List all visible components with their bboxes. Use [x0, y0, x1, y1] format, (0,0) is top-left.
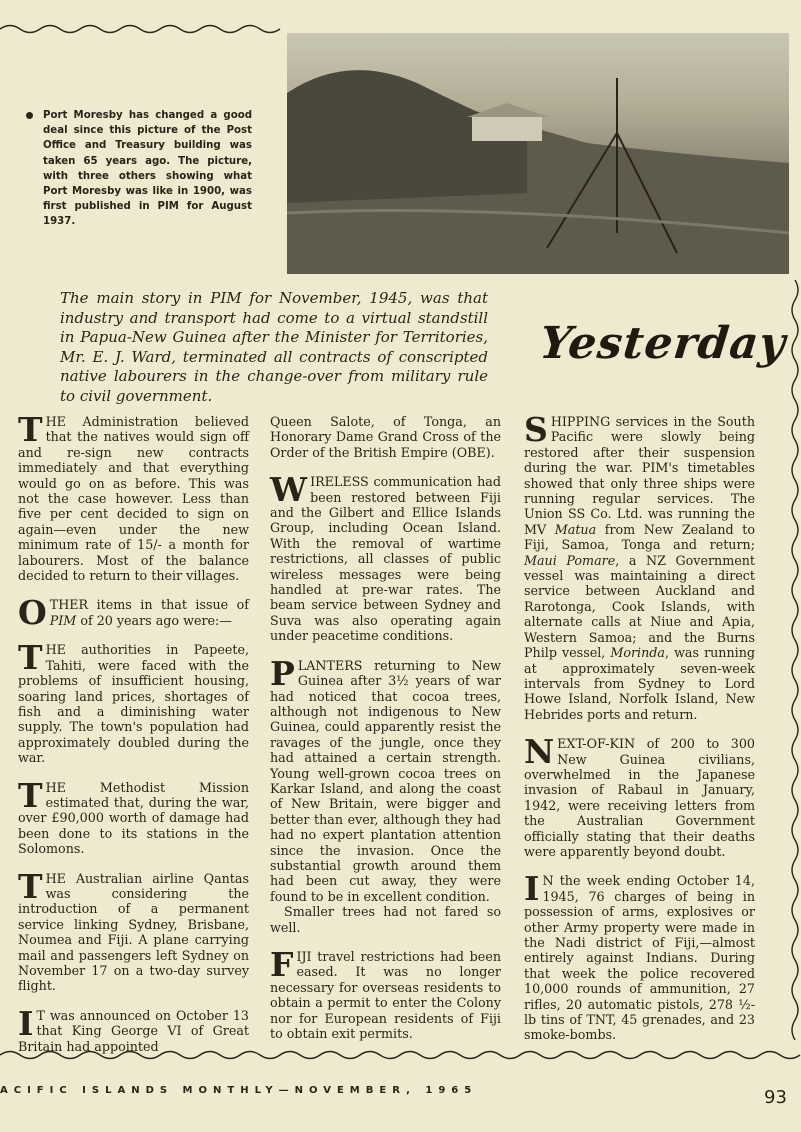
- paragraph-fiji-travel: FIJI travel restrictions had been eased. It was no longer necessary for overseas residents to obtain a permit to enter the Colony nor for European residents of Fiji to obtain exit permits.: [270, 945, 501, 1042]
- photo-caption: [26, 108, 252, 230]
- paragraph-administration: THE Administration believed that the natives would sign off and re-sign new contracts immediately and that everything would go on as before. This was not the case however. Less than five per cent decided to sign on again—even under the new minimum rate of 15/- a month for labourers. Most of the balance decided to return to their villages.: [18, 410, 249, 584]
- page-number: 93: [764, 1087, 787, 1108]
- column-1: [18, 410, 249, 1068]
- yesterday-banner: Yesterday: [537, 318, 789, 369]
- caption-text: Port Moresby has changed a good deal since this picture of the Post Office and Treasury building was taken 65 years ago. The picture, with three others showing what Port Moresby was like in 1900, was first published in PIM for August 1937.: [43, 110, 252, 228]
- paragraph-shipping: SHIPPING services in the South Pacific were slowly being restored after their suspension during the war. PIM's timetables showed that only three ships were running regular services. The Union SS Co. Ltd. was running the MV Matua from New Zealand to Fiji, Samoa, Tonga and return; Maui Pomare, a NZ Government vessel was maintaining a direct service between Auckland and Rarotonga, Cook Islands, with alternate calls at Niue and Apia, Western Samoa; and the Burns Philp vessel, Morinda, was running at approximately seven-week intervals from Sydney to Lord Howe Island, Norfolk Island, New Hebrides ports and return.: [524, 410, 756, 722]
- footer-masthead: ACIFIC ISLANDS MONTHLY—NOVEMBER, 1965: [0, 1085, 478, 1096]
- paragraph-next-of-kin: NEXT-OF-KIN of 200 to 300 New Guinea civilians, overwhelmed in the Japanese invasion of Rabaul in January, 1942, were receiving letters from the Australian Government officially stating that their deaths were apparently beyond doubt.: [524, 732, 755, 859]
- intro-paragraph: The main story in PIM for November, 1945, was that industry and transport had come to a virtual standstill in Papua-New Guinea after the Minister for Territories, Mr. E. J. Ward, terminated all contracts of conscripted native labourers in the change-over from military rule to civil government.: [60, 289, 488, 405]
- paragraph-papeete: THE authorities in Papeete, Tahiti, were faced with the problems of insufficient housing, soaring land prices, shortages of fish and a diminishing water supply. The town's population had approximately doubled during the war.: [18, 638, 249, 766]
- paragraph-methodist: THE Methodist Mission estimated that, during the war, over £90,000 worth of damage had been done to its stations in the Solomons.: [18, 775, 249, 857]
- paragraph-king-george: I T was announced on October 13 that King George VI of Great Britain had appointed: [18, 1003, 249, 1054]
- decorative-wave-right: [789, 280, 801, 1050]
- paragraph-wireless: WIRELESS communication had been restored between Fiji and the Gilbert and Ellice Islands Group, including Ocean Island. With the removal of wartime restrictions, all classes of public wireless messages were being handled at pre-war rates. The beam service between Sydney and Suva was also operating again under peacetime conditions.: [270, 470, 501, 644]
- paragraph-smaller-trees: Smaller trees had not fared so well.: [270, 904, 501, 935]
- paragraph-other-items: OTHER items in that issue of PIM of 20 years ago were:—: [18, 593, 249, 633]
- historic-photo: [287, 33, 789, 274]
- decorative-wave-bottom: [0, 1048, 801, 1062]
- column-2: [270, 414, 501, 1055]
- bullet-icon: [26, 112, 33, 119]
- paragraph-qantas: THE Australian airline Qantas was considering the introduction of a permanent service linking Sydney, Brisbane, Noumea and Fiji. A plane carrying mail and passengers left Sydney on November 17 on a two-day survey flight.: [18, 866, 249, 994]
- paragraph-nadi-charges: I N the week ending October 14, 1945, 76 charges of being in possession of arms, explosives or other Army property were made in the Nadi district of Fiji,—almost entirely against Indians. During that week the police recovered 10,000 rounds of ammunition, 27 rifles, 20 automatic pistols, 278 ½-lb tins of TNT, 45 grenades, and 23 smoke-bombs.: [524, 869, 755, 1043]
- paragraph-queen-salote: Queen Salote, of Tonga, an Honorary Dame Grand Cross of the Order of the British Empire (OBE).: [270, 414, 501, 460]
- column-3: [524, 410, 756, 1057]
- paragraph-planters: PLANTERS returning to New Guinea after 3½ years of war had noticed that cocoa trees, although not indigenous to New Guinea, could apparently resist the ravages of the jungle, once they had attained a certain strength. Young well-grown cocoa trees on Karkar Island, and along the coast of New Britain, were bigger and better than ever, although they had had no expert plantation attention since the invasion. Once the substantial growth around them had been cut away, they were found to be in excellent condition.: [270, 653, 501, 904]
